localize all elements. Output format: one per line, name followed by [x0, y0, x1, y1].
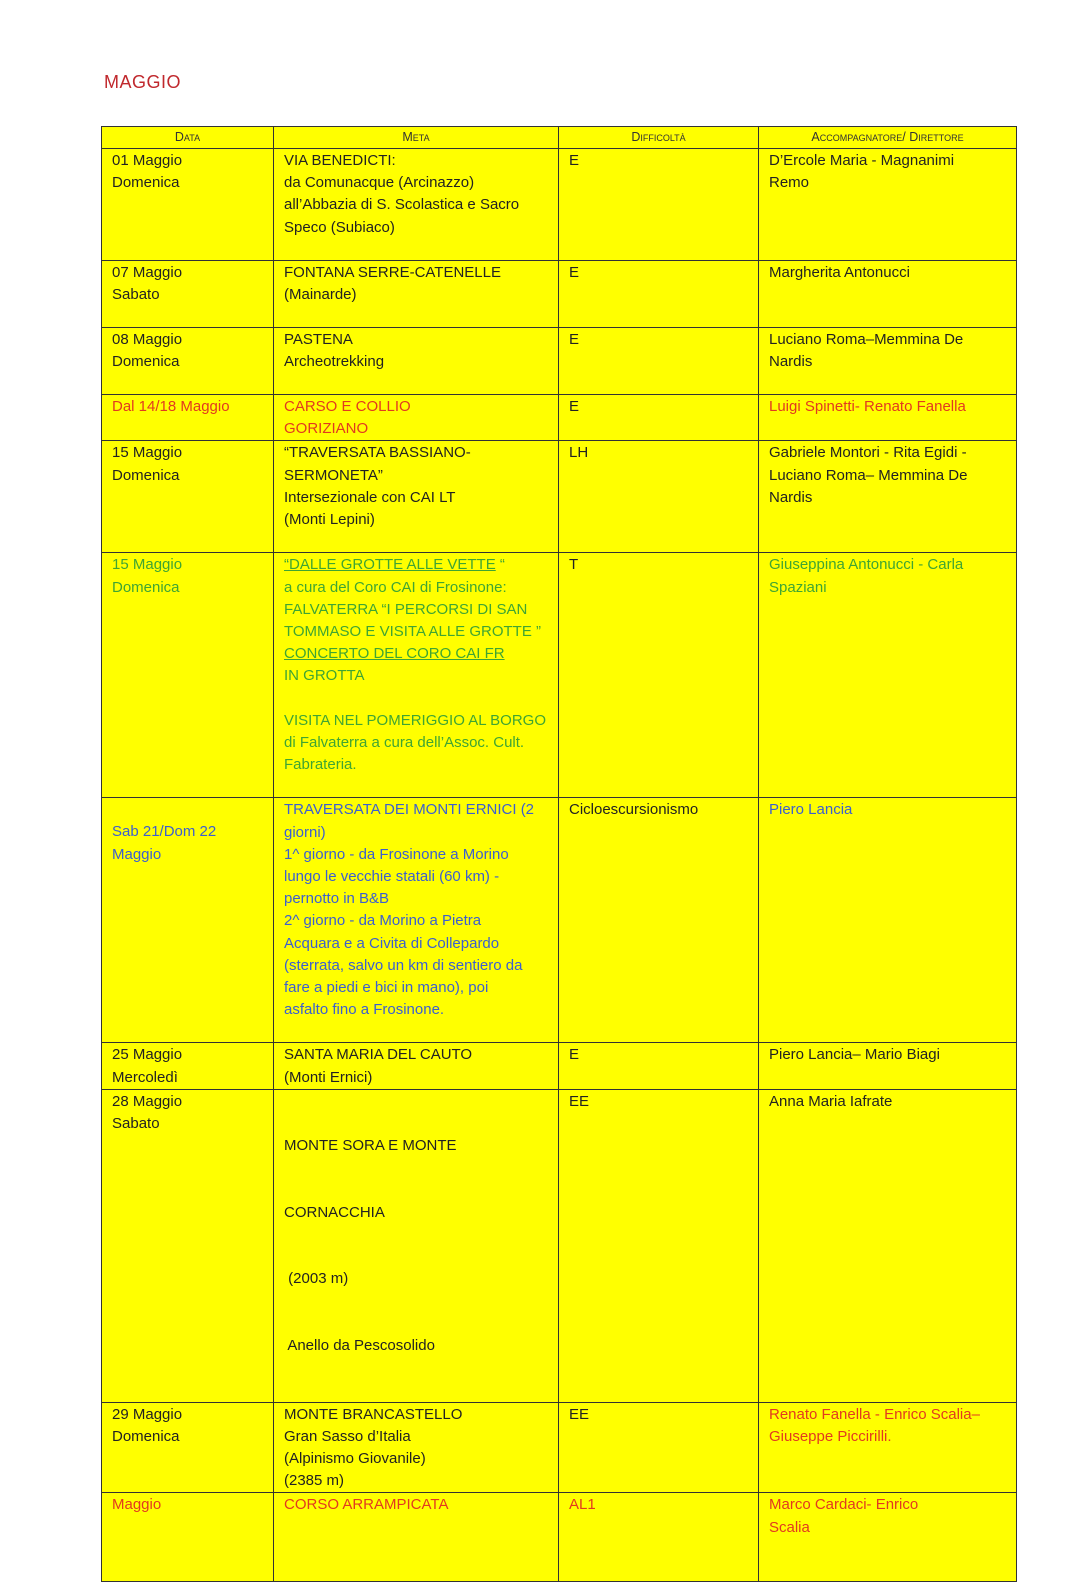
table-row [102, 1402, 1017, 1493]
meta-line: FALVATERRA “I PERCORSI DI SAN [284, 600, 528, 618]
cell-leader [759, 798, 1017, 1043]
date-line: 25 Maggio [112, 1046, 183, 1064]
page-title: MAGGIO [104, 72, 182, 92]
meta-line: da Comunacque (Arcinazzo) [284, 174, 475, 192]
leader-line: Nardis [769, 353, 813, 371]
cell-leader [759, 395, 1017, 441]
table-row [102, 1043, 1017, 1089]
meta-line: CONCERTO DEL CORO CAI FR [284, 645, 505, 663]
meta-line: GORIZIANO [284, 420, 369, 438]
date-line: Maggio [112, 1496, 162, 1514]
meta-line: VIA BENEDICTI: [284, 152, 396, 169]
leader-line: Giuseppina Antonucci - Carla [769, 556, 964, 574]
meta-line: TRAVERSATA DEI MONTI ERNICI (2 [284, 801, 535, 819]
meta-line: Speco (Subiaco) [284, 218, 395, 236]
cell-date [102, 261, 274, 328]
leader-line: Scalia [769, 1518, 810, 1536]
date-line: 07 Maggio [112, 264, 183, 281]
cell-difficulty: E [559, 328, 759, 395]
header-meta: Meta [274, 127, 559, 149]
day-line: Maggio [112, 845, 162, 863]
cell-difficulty: EE [559, 1402, 759, 1493]
date-line: 01 Maggio [112, 152, 183, 169]
meta-line: Intersezionale con CAI LT [284, 488, 456, 506]
day-line: Domenica [112, 1427, 180, 1445]
table-row [102, 553, 1017, 798]
meta-quote: “ [495, 556, 505, 574]
meta-line: CORNACCHIA [284, 1203, 385, 1221]
cell-date [102, 395, 274, 441]
leader-line: Renato Fanella - Enrico Scalia– [769, 1405, 980, 1423]
cell-difficulty: EE [559, 1089, 759, 1402]
date-line: 15 Maggio [112, 556, 183, 574]
leader-line: Gabriele Montori - Rita Egidi - [769, 444, 967, 462]
meta-line: (Mainarde) [284, 286, 357, 304]
meta-line: pernotto in B&B [284, 890, 390, 908]
day-line: Mercoledì [112, 1068, 178, 1086]
cell-date [102, 798, 274, 1043]
meta-line: IN GROTTA [284, 667, 365, 685]
date-line: 08 Maggio [112, 331, 183, 348]
leader-line: Piero Lancia– Mario Biagi [769, 1046, 940, 1064]
cell-date [102, 1493, 274, 1582]
cell-leader [759, 1043, 1017, 1089]
meta-line: (sterrata, salvo un km di sentiero da [284, 956, 523, 974]
table-row [102, 441, 1017, 553]
day-line: Domenica [112, 353, 180, 371]
header-data: Data [102, 127, 274, 149]
meta-spacer [284, 688, 550, 710]
day-line: Domenica [112, 466, 180, 484]
meta-line: Fabrateria. [284, 756, 357, 774]
cell-date [102, 1089, 274, 1402]
leader-line: Luciano Roma–Memmina De [769, 331, 964, 348]
meta-line: 1^ giorno - da Frosinone a Morino [284, 845, 509, 863]
cell-leader [759, 261, 1017, 328]
table-row [102, 328, 1017, 395]
cell-leader [759, 149, 1017, 261]
cell-meta [274, 261, 559, 328]
meta-line: “TRAVERSATA BASSIANO- [284, 444, 471, 462]
cell-leader [759, 1493, 1017, 1582]
date-line: Sab 21/Dom 22 [112, 823, 217, 841]
date-line: 15 Maggio [112, 444, 183, 462]
meta-line: fare a piedi e bici in mano), poi [284, 979, 489, 997]
meta-line: (2003 m) [284, 1270, 349, 1288]
cell-leader [759, 553, 1017, 798]
table-header-row [102, 127, 1017, 149]
cell-leader [759, 1089, 1017, 1402]
header-accompagnatore: Accompagnatore/ Direttore [759, 127, 1017, 149]
meta-line: lungo le vecchie statali (60 km) - [284, 868, 500, 886]
cell-meta [274, 1493, 559, 1582]
meta-line: PASTENA [284, 331, 353, 348]
cell-meta [274, 1089, 559, 1402]
cell-date [102, 328, 274, 395]
meta-line: TOMMASO E VISITA ALLE GROTTE ” [284, 623, 541, 641]
header-difficolta: Difficoltà [559, 127, 759, 149]
meta-line: Gran Sasso d’Italia [284, 1427, 411, 1445]
cell-difficulty: AL1 [559, 1493, 759, 1582]
meta-line: (Monti Ernici) [284, 1068, 373, 1086]
cell-date [102, 553, 274, 798]
leader-line: Marco Cardaci- Enrico [769, 1496, 919, 1514]
meta-line: a cura del Coro CAI di Frosinone: [284, 578, 507, 596]
cell-meta [274, 1402, 559, 1493]
cell-leader [759, 441, 1017, 553]
meta-line: di Falvaterra a cura dell’Assoc. Cult. [284, 733, 525, 751]
leader-line: Giuseppe Piccirilli. [769, 1427, 892, 1445]
meta-line: giorni) [284, 823, 326, 841]
cell-difficulty: E [559, 395, 759, 441]
cell-meta [274, 798, 559, 1043]
date-line: 29 Maggio [112, 1405, 183, 1423]
meta-line: CORSO ARRAMPICATA [284, 1496, 449, 1514]
meta-line: MONTE SORA E MONTE [284, 1137, 457, 1155]
meta-line [284, 554, 550, 576]
cell-meta [274, 395, 559, 441]
table-row [102, 261, 1017, 328]
meta-line: all’Abbazia di S. Scolastica e Sacro [284, 196, 520, 214]
cell-meta [274, 328, 559, 395]
cell-difficulty: Cicloescursionismo [559, 798, 759, 1043]
leader-line: Luigi Spinetti- Renato Fanella [769, 398, 966, 415]
cell-date [102, 1402, 274, 1493]
meta-line: Acquara e a Civita di Collepardo [284, 934, 500, 952]
date-line: 28 Maggio [112, 1092, 183, 1110]
leader-line: D’Ercole Maria - Magnanimi [769, 152, 955, 169]
meta-line: SERMONETA” [284, 466, 383, 484]
cell-meta [274, 1043, 559, 1089]
leader-line: Piero Lancia [769, 801, 853, 819]
cell-meta [274, 441, 559, 553]
cell-difficulty: E [559, 149, 759, 261]
leader-line: Spaziani [769, 578, 827, 596]
cell-difficulty: E [559, 1043, 759, 1089]
cell-difficulty: T [559, 553, 759, 798]
cell-date [102, 1043, 274, 1089]
day-line: Domenica [112, 578, 180, 596]
leader-line: Margherita Antonucci [769, 264, 910, 281]
meta-line: (2385 m) [284, 1472, 345, 1490]
table-row [102, 1089, 1017, 1402]
cell-date [102, 149, 274, 261]
meta-line: Anello da Pescosolido [284, 1337, 435, 1355]
meta-line: 2^ giorno - da Morino a Pietra [284, 912, 482, 930]
meta-line: (Alpinismo Giovanile) [284, 1450, 426, 1468]
cell-meta [274, 553, 559, 798]
cell-leader [759, 1402, 1017, 1493]
leader-line: Remo [769, 174, 810, 192]
cell-difficulty: LH [559, 441, 759, 553]
table-row [102, 149, 1017, 261]
table-row [102, 798, 1017, 1043]
meta-line: SANTA MARIA DEL CAUTO [284, 1046, 473, 1064]
meta-line: MONTE BRANCASTELLO [284, 1405, 463, 1423]
schedule-table [101, 126, 1017, 1582]
meta-line: asfalto fino a Frosinone. [284, 1001, 445, 1019]
leader-line: Nardis [769, 488, 813, 506]
date-line: Dal 14/18 Maggio [112, 398, 230, 415]
cell-leader [759, 328, 1017, 395]
cell-date [102, 441, 274, 553]
day-line: Sabato [112, 1115, 160, 1133]
cell-difficulty: E [559, 261, 759, 328]
table-row [102, 1493, 1017, 1582]
day-line: Sabato [112, 286, 160, 304]
table-row [102, 395, 1017, 441]
cell-meta [274, 149, 559, 261]
leader-line: Luciano Roma– Memmina De [769, 466, 968, 484]
meta-line: (Monti Lepini) [284, 511, 375, 529]
leader-line: Anna Maria Iafrate [769, 1092, 893, 1110]
meta-line: FONTANA SERRE-CATENELLE [284, 264, 501, 281]
meta-line: Archeotrekking [284, 353, 385, 371]
day-line: Domenica [112, 174, 180, 192]
meta-line: CARSO E COLLIO [284, 398, 411, 415]
meta-line: VISITA NEL POMERIGGIO AL BORGO [284, 711, 547, 729]
meta-underlined: “DALLE GROTTE ALLE VETTE [284, 556, 496, 574]
